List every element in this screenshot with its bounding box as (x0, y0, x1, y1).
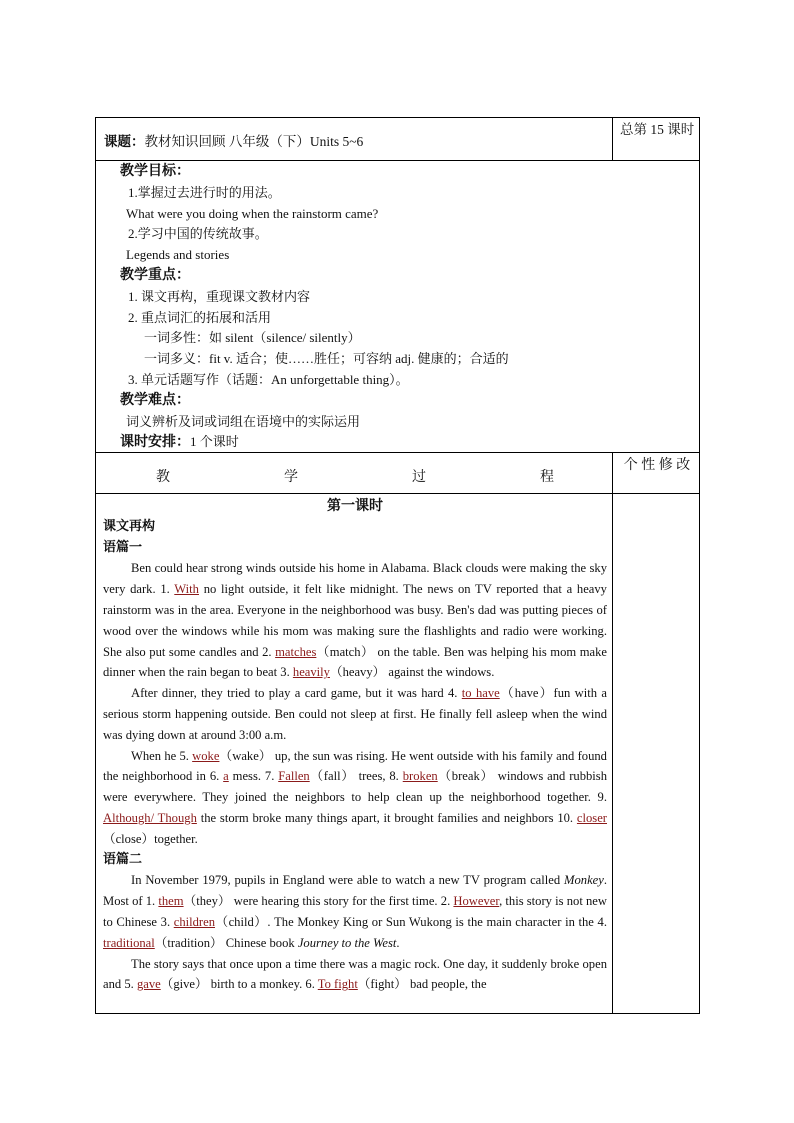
objectives-section (120, 162, 610, 454)
process-header-char: 教 (156, 470, 170, 485)
passage-paragraph: The story says that once upon a time there was a magic rock. One day, it suddenly broke open and 5. gave（give） birth to a monkey. 6. To fight（fight） bad people, the (103, 956, 607, 992)
passage-title: 语篇二 (103, 851, 143, 867)
key-point-subitem: 一词多义：fit v. 适合；使……胜任；可容纳 adj. 健康的；合适的 (144, 351, 509, 367)
goal-item: 1.掌握过去进行时的用法。 (128, 184, 281, 200)
schedule-text: 1 个课时 (190, 434, 239, 450)
key-point-item: 3. 单元话题写作（话题：An unforgettable thing）。 (128, 371, 409, 387)
passage-title: 语篇一 (103, 539, 143, 555)
lesson-plan-table (95, 117, 700, 1014)
passage-paragraph: In November 1979, pupils in England were able to watch a new TV program called Monkey. Most of 1. them（they） were hearing this story for the first time. 2. However, this story is not new to Chinese 3. children（child）. The Monkey King or Sun Wukong is the main character in the 4. traditional（tradition） Chinese book Journey to the West. (103, 873, 607, 950)
key-points-heading: 教学重点： (120, 267, 190, 283)
table-divider (96, 160, 699, 161)
table-divider (612, 118, 613, 160)
table-divider (612, 452, 613, 1013)
goal-example: What were you doing when the rainstorm came? (126, 205, 379, 221)
passage-paragraph: When he 5. woke（wake） up, the sun was rising. He went outside with his family and found the neighborhood in 6. a mess. 7. Fallen（fall） trees, 8. broken（break） windows and rubbish were everywhere. They joined the neighbors to help clean up the neighborhood together. 9. Although/ Though the storm broke many things apart, it brought families and neighbors 10. closer（close）together. (103, 748, 607, 846)
key-point-subitem: 一词多性：如 silent（silence/ silently） (144, 330, 361, 346)
goal-example: Legends and stories (126, 247, 230, 263)
difficulty-item: 词义辨析及词或词组在语境中的实际运用 (126, 413, 361, 429)
personal-edit-header: 个 性 修 改 (623, 458, 691, 473)
key-point-item: 2. 重点词汇的拓展和活用 (128, 309, 272, 325)
process-header (96, 457, 613, 495)
difficulty-heading: 教学难点： (120, 392, 190, 408)
key-point-item: 1. 课文再构，重现课文教材内容 (128, 288, 311, 304)
process-header-char: 学 (284, 470, 298, 485)
goal-heading: 教学目标： (120, 164, 190, 179)
period-title: 第一课时 (327, 498, 383, 514)
process-header-char: 过 (412, 470, 426, 485)
passage-paragraph: Ben could hear strong winds outside his home in Alabama. Black clouds were making the sky very dark. 1. With no light outside, it felt like midnight. The news on TV reported that a heavy rainstorm was in the area. Everyone in the neighborhood was busy. Ben's dad was putting pieces of wood over the windows while his mom was making sure the flashlights and radio were working. She also put some candles and 2. matches（match） on the table. Ben was helping his mom make dinner when the rain began to beat 3. heavily（heavy） against the windows. (103, 561, 607, 680)
title-label: 课题： (104, 134, 145, 149)
schedule-heading: 课时安排： (120, 435, 190, 451)
lesson-number: 总第 15 课时 (620, 122, 695, 137)
process-header-char: 程 (540, 470, 554, 485)
lesson-title (104, 130, 363, 150)
section-title: 课文再构 (103, 518, 156, 534)
title-text: 教材知识回顾 八年级（下）Units 5~6 (144, 134, 364, 149)
teaching-process-body (103, 496, 607, 995)
goal-item: 2.学习中国的传统故事。 (128, 226, 268, 242)
passage-paragraph: After dinner, they tried to play a card game, but it was hard 4. to have（have）fun with a serious storm happening outside. Ben could not sleep at first. He finally fell asleep when the wind was dying down at around 3:00 a.m. (103, 686, 608, 742)
